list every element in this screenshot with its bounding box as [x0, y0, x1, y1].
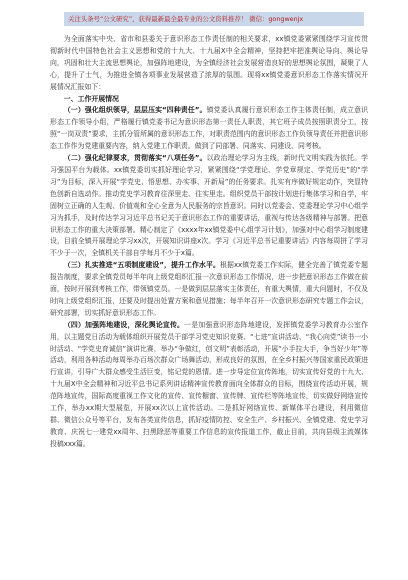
promo-banner: 关注头条号“公文研究”，获得最新最全最专业的公文资料推荐！ 微信：gongwenjx	[64, 12, 364, 26]
item-heading: （三）扎实推进“五项制度建设”，提升工作水平。	[63, 261, 220, 270]
section-heading: 一、工作开展情况	[63, 94, 119, 103]
item-text: 镇党委认真履行意识形态工作主体责任制，成立意识形态工作领导小组，严格履行镇党委书记为意识形态第一责任人职责，其它班子成员按照职责分工，按照“一岗双责”要求，主抓分管所属的意识形态工作，对职责范围内的意识形态工作负领导责任并把意识形态工作作为党建重要内容，纳入党建工作职责。做到了同部署、同落实、同建设、同考核。	[50, 106, 368, 151]
document-body	[50, 34, 368, 451]
intro-paragraph: 为全面落实中央、省市和县委关于意识形态工作责任制的相关要求，xx镇党委紧紧围绕学习宣传贯彻新时代中国特色社会主义思想和党的十九大、十九届X中全会精神，坚持把牢把准舆论导向、舆论导向，巩固和壮大主流思想舆论，加强阵地建设，为全镇经济社会发展营造良好的思想舆论氛围，凝聚了人心，提升了士气，为推进全镇各项事业发展营造了浓厚的氛围。现将xx镇党委意识形态工作落实情况开展情况汇报如下：	[50, 35, 368, 91]
item-heading: （二）强化纪律要求，贯彻落实“八项任务”。	[63, 154, 207, 163]
item-paragraph	[50, 260, 368, 320]
item-paragraph	[50, 320, 368, 451]
item-text: 根据xx镇党委工作实际，健全完善了镇党委专题报告制度，要求全镇党员每半年向上级党组织汇报一次意识形态工作情况，进一步把意识形态工作做在前面，按时开展到考核工作，带领镇党员。一是做到层层落实主体责任，有重大舆情，重大问题时，不仅及时向上级党组织汇报，还要及时提出处置方案和意见措施；每半年召开一次意识形态研究专题工作会议，研究部署，切实抓好意识形态工作。	[50, 261, 368, 317]
item-text: 一是加强意识形态阵地建设，发挥镇党委学习教育办公室作用，以主题党日活动为载体组织开展党员干部学习党史知识竞赛、“七进”宣讲活动、“我心向党”读书一小时活动、“学党史育诚信”演讲比赛，举办“争做红，创文明”表彰活动，开展“小手拉大手，争当好少年”等活动，利用各种活动每周举办百场次群众广场舞活动，形成良好的氛围，在全乡村振兴等国家重民政策进行宣讲，引导广大群众感受生活巨变，铭记党的恩情。进一步导定位宣传阵地，切实宣传好党的十九大、十九届X中全会精神和习近平总书记系列讲话精神宣传教育面向全体群众的目标，围绕宣传活动开展，规范阵地宣传，国际高度重视工作文化的宣传、宣传橱窗、宣传牌、宣传栏等阵地宣传，切实做好网络宣传工作，举办xx期大型展览，开展xx次以上宣传活动。二是抓好网络宣传、新媒体平台建设，利用微信群、微信公众号等平台，发布各类宣传信息，抓好疫情防控、安全生产、乡村振兴、全镇党建、党史学习教育、庆祝七一建党xx周年、扫黑除恶等重要工作信息的宣传报道工作，截止目前，共向县级主流媒体投稿xxx篇。	[50, 320, 369, 448]
item-heading: （四）加强阵地建设，深化舆论宣传。	[63, 320, 185, 329]
item-paragraph	[50, 105, 368, 153]
item-paragraph	[50, 153, 368, 260]
item-text: 以政治理论学习为主线，新时代文明实践为依托。学习强国平台为载体。xx镇党委切实抓好理论学习，紧紧围绕“学党理论、学党章规定、学党历史”的“学习”为目标，深入开展“学党史、悟思想、办实事、开新局”的任务要求。扎实有序做好规定动作，突显特色创新自选动作。推动党史学习教育往深里走、往实里走。组织党员干部按计划进行集体学习和自学，牢固树立正确的人生观、价值观和全心全意为人民服务的宗旨意识。同时以党委会、党委理论学习中心组学习为抓手，及时传达学习习近平总书记关于意识形态工作的重要讲话，重视与传达各级精神与部署。把意识形态工作的重大决策部署。精心制定了《xxxx年xx镇党委中心组学习计划》，加强对中心组学习制度建设，目前全镇开展理论学习xx次，开展知识讲座x次。学习《习近平总书记重要讲话》内容每周拼了学习不少于一次，全镇机关干部自学每月不少于x篇。	[50, 154, 368, 258]
item-heading: （一）强化组织领导，层层压实“四种责任”。	[63, 106, 207, 115]
